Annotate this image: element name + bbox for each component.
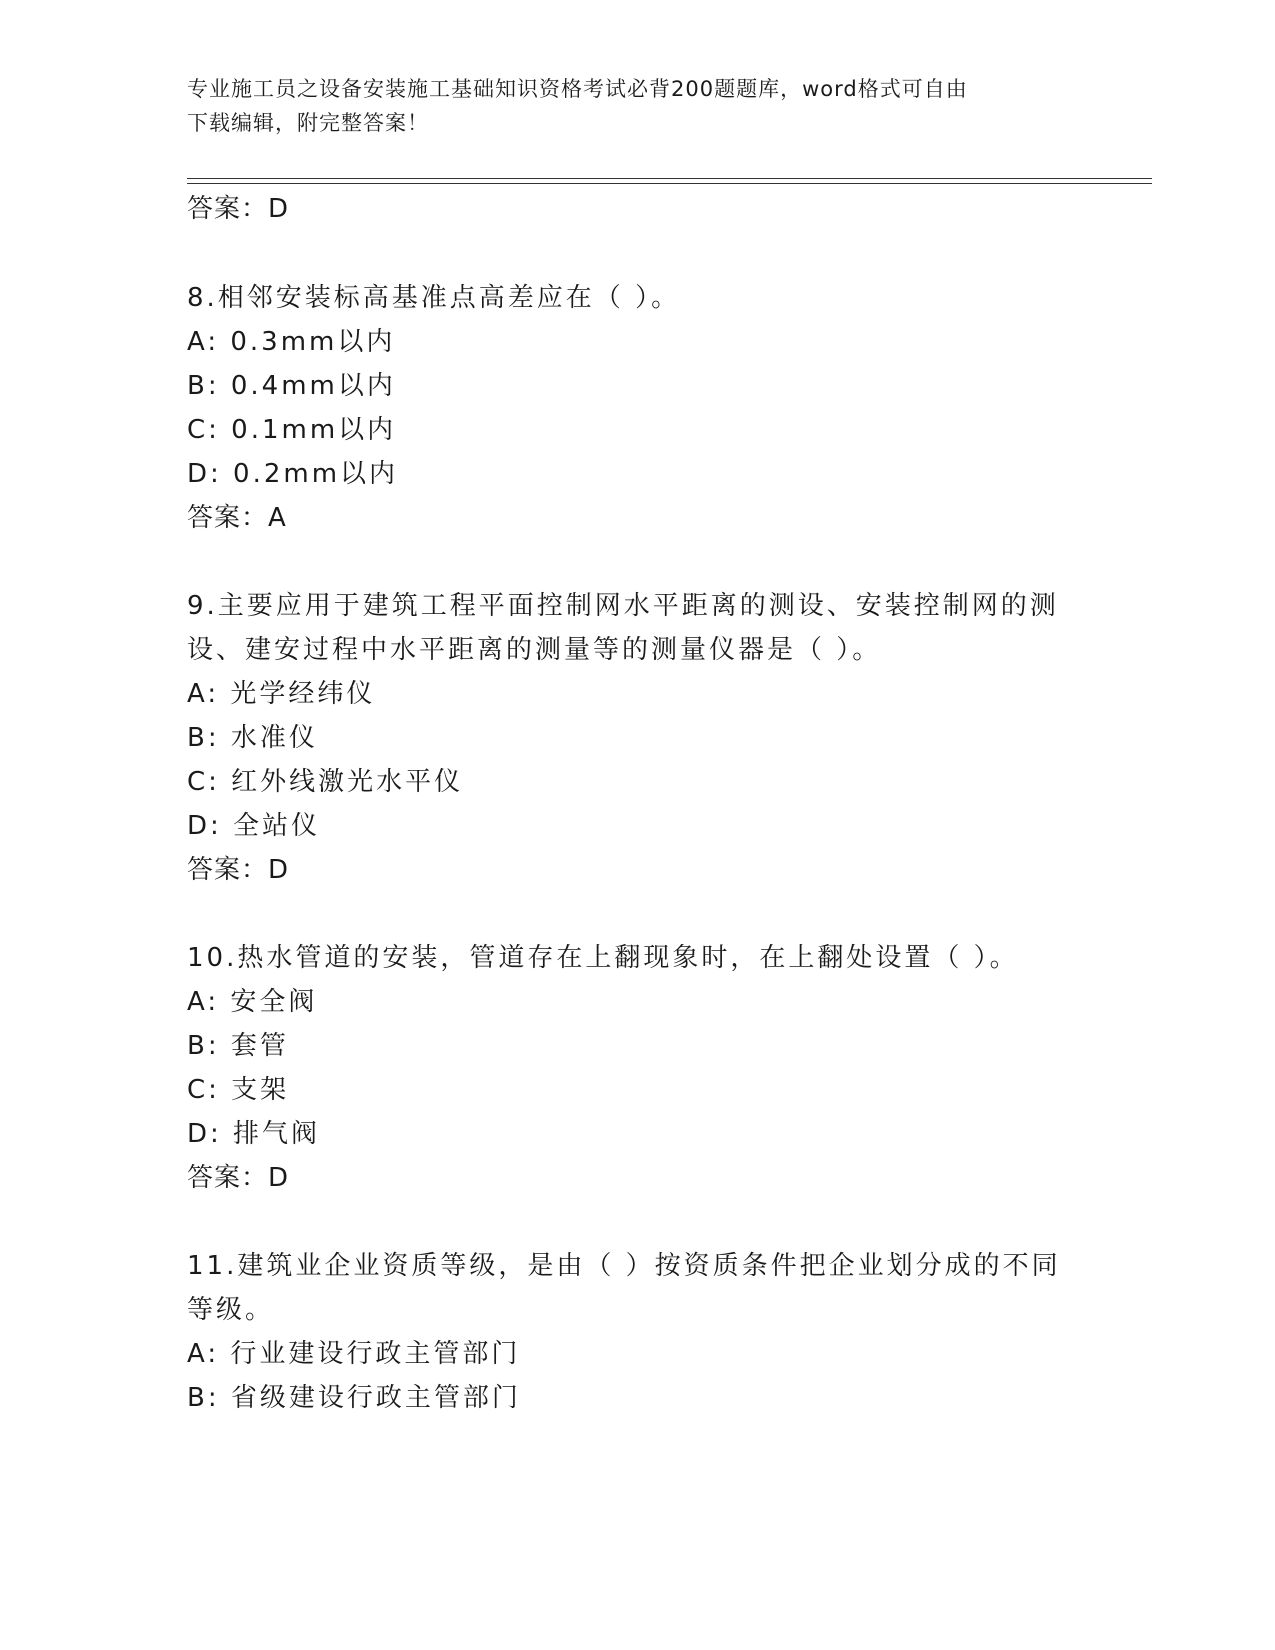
answer-line: 答案：D xyxy=(187,194,290,224)
header-line-1: 专业施工员之设备安装施工基础知识资格考试必背200题题库，word格式可自由 xyxy=(187,77,968,101)
option-d: D: 排气阀 xyxy=(187,1119,321,1149)
option-b: B: 套管 xyxy=(187,1031,289,1061)
option-b: B: 0.4mm以内 xyxy=(187,371,396,401)
question-stem: 9.主要应用于建筑工程平面控制网水平距离的测设、安装控制网的测 xyxy=(187,591,1059,621)
header-rule-top xyxy=(187,178,1152,179)
header-rule-bottom xyxy=(187,183,1152,184)
question-stem: 等级。 xyxy=(187,1295,275,1325)
question-stem: 11.建筑业企业资质等级，是由（ ）按资质条件把企业划分成的不同 xyxy=(187,1251,1061,1281)
option-a: A: 行业建设行政主管部门 xyxy=(187,1339,521,1369)
header-line-2: 下载编辑，附完整答案！ xyxy=(187,111,429,135)
answer-line: 答案：D xyxy=(187,855,290,885)
option-d: D: 0.2mm以内 xyxy=(187,459,399,489)
option-c: C: 0.1mm以内 xyxy=(187,415,397,445)
option-a: A: 0.3mm以内 xyxy=(187,327,396,357)
option-b: B: 省级建设行政主管部门 xyxy=(187,1383,521,1413)
option-b: B: 水准仪 xyxy=(187,723,318,753)
option-c: C: 红外线激光水平仪 xyxy=(187,767,464,797)
option-a: A: 安全阀 xyxy=(187,987,318,1017)
option-c: C: 支架 xyxy=(187,1075,290,1105)
question-stem: 8.相邻安装标高基准点高差应在（ ）。 xyxy=(187,283,681,313)
answer-line: 答案：D xyxy=(187,1163,290,1193)
option-a: A: 光学经纬仪 xyxy=(187,679,376,709)
question-stem: 设、建安过程中水平距离的测量等的测量仪器是（ ）。 xyxy=(187,635,882,665)
answer-line: 答案：A xyxy=(187,503,287,533)
document-header xyxy=(187,72,1067,140)
option-d: D: 全站仪 xyxy=(187,811,321,841)
question-stem: 10.热水管道的安装，管道存在上翻现象时，在上翻处设置（ ）。 xyxy=(187,943,1019,973)
